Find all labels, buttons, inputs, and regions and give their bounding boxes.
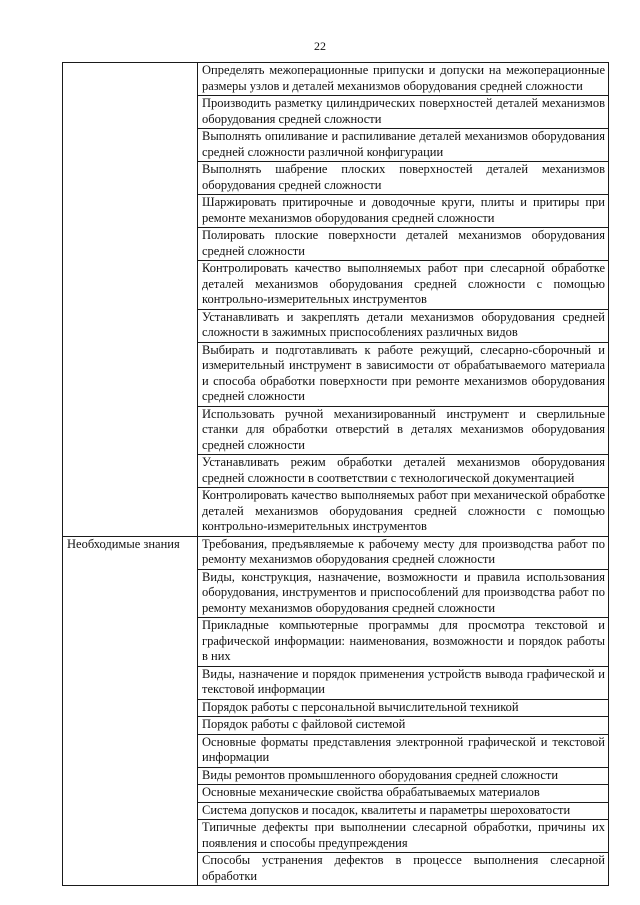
requirement-cell: Основные механические свойства обрабатываемых материалов	[198, 785, 609, 803]
requirement-cell: Выполнять опиливание и распиливание деталей механизмов оборудования средней сложности различной конфигурации	[198, 129, 609, 162]
section-label-cell: Необходимые знания	[63, 536, 198, 886]
requirement-cell: Определять межоперационные припуски и допуски на межоперационные размеры узлов и деталей механизмов оборудования средней сложности	[198, 63, 609, 96]
requirement-cell: Основные форматы представления электронной графической и текстовой информации	[198, 734, 609, 767]
page-number: 22	[314, 39, 326, 53]
requirement-cell: Использовать ручной механизированный инструмент и сверлильные станки для обработки отверстий в деталях механизмов оборудования средней сложности	[198, 406, 609, 455]
requirements-table-body	[63, 63, 609, 886]
requirement-cell: Порядок работы с персональной вычислительной техникой	[198, 699, 609, 717]
requirements-table	[62, 62, 609, 886]
requirement-cell: Виды, назначение и порядок применения устройств вывода графической и текстовой информации	[198, 666, 609, 699]
table-row	[63, 536, 609, 569]
requirement-cell: Шаржировать притирочные и доводочные круги, плиты и притиры при ремонте механизмов оборудования средней сложности	[198, 195, 609, 228]
requirement-cell: Виды, конструкция, назначение, возможности и правила использования оборудования, инструментов и приспособлений для производства работ по ремонту механизмов оборудования средней сложности	[198, 569, 609, 618]
requirement-cell: Выбирать и подготавливать к работе режущий, слесарно-сборочный и измерительный инструмент в зависимости от обрабатываемого материала и способа обработки поверхности при ремонте механизмов оборудования средней сложности	[198, 342, 609, 406]
requirement-cell: Способы устранения дефектов в процессе выполнения слесарной обработки	[198, 853, 609, 886]
requirement-cell: Контролировать качество выполняемых работ при слесарной обработке деталей механизмов оборудования средней сложности с помощью контрольно-измерительных инструментов	[198, 261, 609, 310]
requirement-cell: Контролировать качество выполняемых работ при механической обработке деталей механизмов оборудования средней сложности с помощью контрольно-измерительных инструментов	[198, 488, 609, 537]
requirement-cell: Виды ремонтов промышленного оборудования средней сложности	[198, 767, 609, 785]
requirement-cell: Система допусков и посадок, квалитеты и параметры шероховатости	[198, 802, 609, 820]
requirement-cell: Требования, предъявляемые к рабочему месту для производства работ по ремонту механизмов оборудования средней сложности	[198, 536, 609, 569]
requirement-cell: Порядок работы с файловой системой	[198, 717, 609, 735]
requirement-cell: Выполнять шабрение плоских поверхностей деталей механизмов оборудования средней сложности	[198, 162, 609, 195]
requirement-cell: Производить разметку цилиндрических поверхностей деталей механизмов оборудования средней сложности	[198, 96, 609, 129]
requirement-cell: Устанавливать режим обработки деталей механизмов оборудования средней сложности в соответствии с технологической документацией	[198, 455, 609, 488]
requirement-cell: Полировать плоские поверхности деталей механизмов оборудования средней сложности	[198, 228, 609, 261]
requirement-cell: Типичные дефекты при выполнении слесарной обработки, причины их появления и способы предупреждения	[198, 820, 609, 853]
requirement-cell: Прикладные компьютерные программы для просмотра текстовой и графической информации: наименования, возможности и порядок работы в них	[198, 618, 609, 667]
requirement-cell: Устанавливать и закреплять детали механизмов оборудования средней сложности в зажимных приспособлениях различных видов	[198, 309, 609, 342]
section-label-cell	[63, 63, 198, 537]
table-row	[63, 63, 609, 96]
